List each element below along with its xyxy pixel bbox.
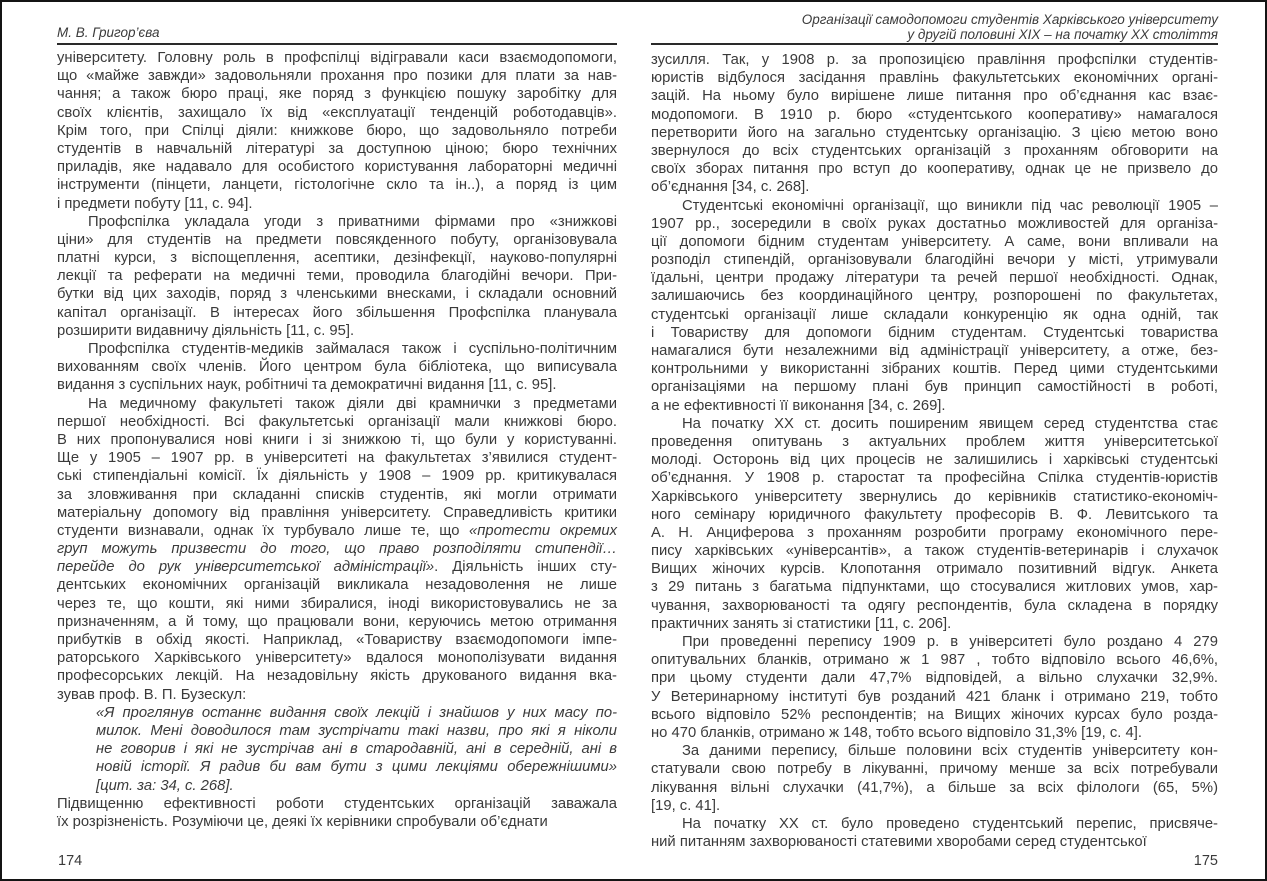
text-line: пису харківських «універсантів», а також студентів-ветеринарів і слухачок (651, 543, 1218, 560)
text-line: своїх клієнтів, захищало їх від «експлуатації тенденцій роботодавців». (57, 104, 617, 121)
paragraph (57, 49, 617, 213)
text-line: Профспілка укладала угоди з приватними фірмами про «знижкові (88, 213, 617, 230)
text-line: У Ветеринарному інституті був розданий 421 бланк і отримано 219, тобто (651, 688, 1218, 705)
text-line: контрольними у використанні зібраних коштів. Перед цими студентськими (651, 361, 1218, 378)
page-left (57, 2, 617, 879)
text-line: Крім того, при Спілці діяли: книжкове бюро, що задовольняло потреби (57, 122, 617, 139)
text-line: [19, с. 41]. (651, 797, 721, 814)
paragraph (651, 51, 1218, 197)
text-line: зував проф. В. П. Бузескул: (57, 686, 247, 703)
running-head-line: М. В. Григор’єва (57, 25, 160, 40)
text-line: Профспілка студентів-медиків займалася також і суспільно-політичним (88, 341, 617, 357)
text-line: матеріальну допомогу від правління університету. Справедливість критики (57, 504, 617, 521)
text-line: чування, захворюваності та одягу респондентів, була складена в порядку (651, 597, 1218, 614)
text-line: призначенням, а й тому, що працювали вони, керуючись метою отримання (57, 613, 617, 630)
text-line: капітал організації. В інтересах його збільшення Профспілка планувала (57, 304, 617, 321)
text-line: На медичному факультеті також діяли дві крамнички з предметами (88, 395, 617, 412)
text-line: перетворити його на загально студентську організацію. З цією метою воно (651, 124, 1218, 141)
text-line: вихованням своїх членів. Його центром була бібліотека, що виписувала (57, 359, 617, 376)
text-line: організаціями на першому плані був принцип самостійності в роботі, (651, 379, 1218, 396)
text-line: опитувальних бланків, отримано ж 1 987 , тобто відповіло всього 46,6%, (651, 652, 1218, 669)
text-line: бутки від цих заходів, поряд з членськими внесками, і складали основний (57, 286, 617, 303)
text-line: через те, що кошти, які ними збиралися, іноді використовувались не за (57, 595, 617, 612)
paragraph (651, 633, 1218, 742)
text-line: звернулося до всіх студентських організацій з проханням обговорити на (651, 142, 1218, 159)
page-right (651, 2, 1218, 879)
block-quote (96, 704, 617, 795)
paragraph (57, 213, 617, 340)
text-line: ції допомоги бідним студентам університету. А саме, вони впливали на (651, 233, 1218, 250)
paragraph (651, 197, 1218, 415)
text-line: 1907 рр., зосередили в своїх руках достатньо можливостей для організа- (651, 215, 1218, 232)
text-line: Підвищенню ефективності роботи студентських організацій заважала (57, 795, 617, 812)
text-line: груп можуть призвести до того, що право розподіляти стипендії… (57, 541, 617, 558)
text-line: а не ефективності її виконання [34, с. 269]. (651, 397, 946, 414)
text-line: но 470 бланків, отримано ж 148, тобто всього відповіло 31,3% [19, с. 4]. (651, 724, 1142, 741)
paragraph (651, 815, 1218, 851)
text-line: лекції та реферати на медичні теми, проводила благодійні вечори. При- (57, 268, 617, 285)
running-head-line: у другій половині XIX – на початку XX століття (907, 26, 1218, 42)
text-line: В них пропонувалися нові книги і зі знижкою ті, що були у користуванні. (57, 431, 617, 448)
text-line: практичних занять зі статистики [11, с. 206]. (651, 615, 952, 632)
text-line: милок. Мені доводилося там зустрічати такі назви, про які я ніколи (96, 722, 617, 739)
text-line: Вищих жіночих курсів. Клопотання отримало позитивний відгук. Анкета (651, 561, 1218, 578)
text-line: модопомоги. В 1910 р. бюро «студентського кооперативу» намагалося (651, 106, 1218, 123)
paragraph (651, 742, 1218, 815)
text-line: з 29 питань з багатьма підпунктами, що стосувалися житлових умов, хар- (651, 579, 1218, 596)
text-line: На початку XX ст. досить поширеним явищем серед студентства стає (682, 415, 1218, 432)
text-line: розподіл стипендій, організовували благодійні вечори у місті, утримували (651, 252, 1218, 269)
text-line: Ще у 1905 – 1907 рр. в університеті на факультетах з’явилися студент- (57, 450, 617, 467)
text-line: всього відповіло 52% респондентів; на Вищих жіночих курсах було розда- (651, 706, 1218, 723)
text-line: ного семінару юридичного факультету професорів В. Ф. Левитського та (651, 506, 1218, 523)
paragraph (57, 795, 617, 831)
text-line: студенти визнавали, однак їх турбувало лише те, що «протести окремих (57, 522, 617, 539)
text-line: інструменти (пінцети, ланцети, гістологічне скло та ін..), а поряд із цим (57, 177, 617, 194)
text-line: університету. Головну роль в профспілці відігравали каси взаємодопомоги, (57, 50, 617, 66)
page-body (651, 51, 1218, 851)
text-line: студентські організації лише складали конкуренцію як одна одній, так (651, 306, 1218, 323)
text-line: проведення опитувань з актуальних проблем життя університетської (651, 433, 1218, 450)
text-line: об’єднання [34, с. 268]. (651, 179, 810, 196)
text-line: що «майже завжди» задовольняли прохання про позики для плати за нав- (57, 68, 617, 85)
text-line: раторського Харківського університету» вдалося монополізувати видання (57, 650, 617, 667)
text-line: За даними перепису, більше половини всіх студентів університету кон- (682, 743, 1218, 760)
text-line: за зловживання при складанні списків студентів, які могли отримати (57, 486, 617, 503)
text-line: «Я проглянув останнє видання своїх лекцій і знайшов у них масу по- (96, 704, 617, 721)
page-body (57, 49, 617, 831)
text-line: При проведенні перепису 1909 р. в університеті було роздано 4 279 (682, 634, 1218, 650)
text-line: статували свою потребу в лікуванні, причому менше за всіх потребували (651, 761, 1218, 778)
text-line: професорських лекцій. На незадовільну якість друкованого видання вка- (57, 668, 617, 685)
text-line: своїх зборах питання про вступ до кооперативу, однак це не призвело до (651, 161, 1218, 178)
text-line: Студентські економічні організації, що виникли під час революції 1905 – (682, 197, 1218, 214)
text-line: ний питанням захворюваності статевими хворобами серед студентської (651, 834, 1147, 851)
text-line: першої необхідності. Всі факультетські організації мали книжкові бюро. (57, 413, 617, 430)
text-line: залишаючись без координаційного центру, розпорошені по факультетах, (651, 288, 1218, 305)
paragraph (651, 415, 1218, 633)
text-line: новій історії. Я радив би вам бути з цими лекціями обережнішими» (96, 759, 617, 776)
text-line: На початку XX ст. було проведено студентський перепис, присвяче- (682, 815, 1218, 832)
text-line: юристів відбулося засідання правлінь факультетських економічних органі- (651, 70, 1218, 87)
header-rule (57, 43, 617, 45)
text-line: А. Н. Анциферова з проханням розробити програму економічного пере- (651, 524, 1218, 541)
text-line: ські стипендіальні комісії. Їх діяльність у 1908 – 1909 рр. критикувалася (57, 468, 617, 485)
text-line: лікування вільні слухачки (41,7%), а більше за всіх філологи (65, 5%) (651, 779, 1218, 796)
text-line: зацій. На ньому було вирішене лише питання про об’єднання кас взає- (651, 88, 1218, 105)
text-line: розширити видавничу діяльність [11, с. 95]. (57, 322, 355, 339)
page-number: 175 (1193, 853, 1218, 869)
text-line: перейде до рук університетської адміністрації». Діяльність інших сту- (57, 559, 617, 576)
text-line: ціни» для студентів на предмети повсякденного побуту, організовувала (57, 231, 617, 248)
running-head-line: Організації самодопомоги студентів Харківського університету (801, 12, 1218, 27)
paragraph (57, 395, 617, 704)
text-line: не говорив і які не зустрічав ані в стародавній, ані в середній, ані в (96, 741, 617, 758)
text-line: Харківського університету звернулись до керівників статистико-економіч- (651, 488, 1218, 505)
text-line: і Товариству для допомоги бідним студентам. Студентські товариства (651, 324, 1218, 341)
text-line: і предмети побуту [11, с. 94]. (57, 195, 253, 212)
text-line: їх розрізненість. Розуміючи це, деякі їх керівники спробували об’єднати (57, 813, 548, 830)
text-line: зусилля. Так, у 1908 р. за пропозицією правління профспілки студентів- (651, 52, 1218, 68)
running-head-author (57, 26, 617, 41)
header-rule (651, 43, 1218, 45)
text-line: приладів, яке надавало для особистого користування лабораторні медичні (57, 159, 617, 176)
text-line: прибутків в обхід якості. Наприклад, «Товариству взаємодопомоги імпе- (57, 632, 617, 648)
paragraph (57, 340, 617, 395)
text-line: при цьому студенти дали 47,7% відповідей, а вільно слухачки 32,9%. (651, 670, 1218, 687)
text-line: [цит. за: 34, с. 268]. (96, 777, 234, 794)
text-line: дентських економічних організацій викликала незадоволення не лише (57, 577, 617, 594)
text-line: об’єднання. У 1908 р. старостат та професійна Спілка студентів-юристів (651, 470, 1218, 487)
text-line: студентів в навчальній літературі за доступною ціною; бюро технічних (57, 140, 617, 157)
text-line: платні курси, з віспощеплення, асептики, дезінфекції, науково-популярні (57, 250, 617, 267)
running-head-title (651, 13, 1218, 42)
page-number: 174 (58, 853, 83, 869)
text-line: видання з суспільних наук, робітничі та демократичні видання [11, с. 95]. (57, 377, 557, 394)
text-line: їдальні, центри продажу літератури та речей першої необхідності. Однак, (651, 270, 1218, 287)
text-line: намагалися бути незалежними від адміністрації університету, а отже, без- (651, 343, 1218, 359)
text-line: молоді. Осторонь від цих процесів не залишились і харківські студентські (651, 452, 1218, 469)
text-line: чання; а також бюро праці, яке поряд з функцією пошуку заробітку для (57, 86, 617, 103)
